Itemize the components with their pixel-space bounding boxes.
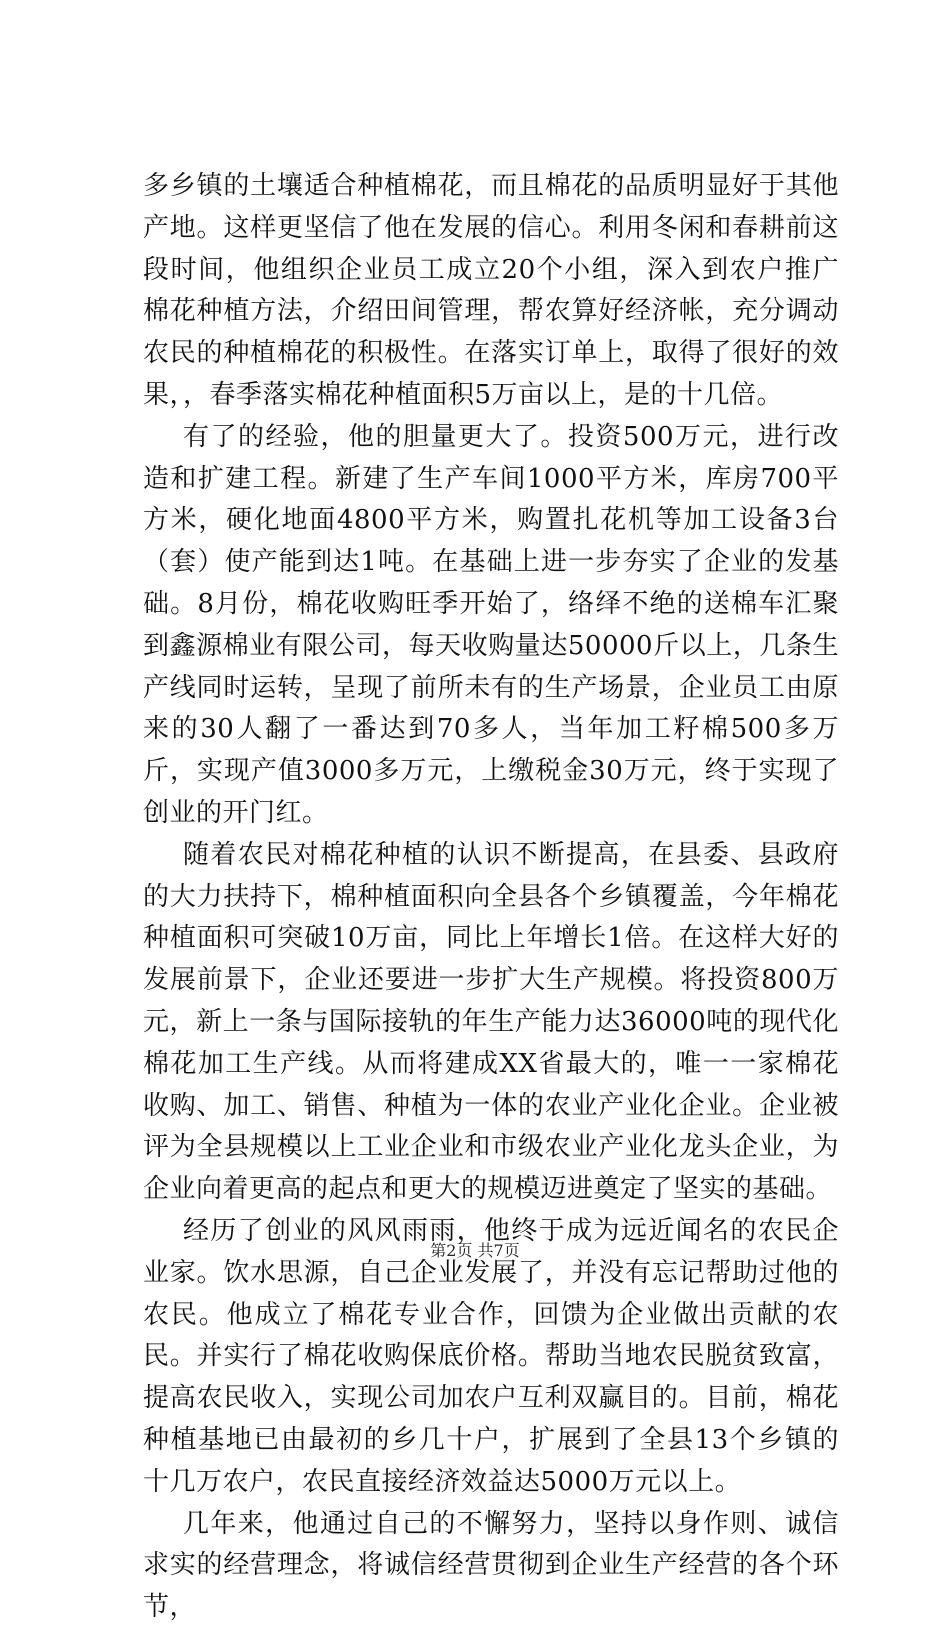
paragraph-1: 多乡镇的土壤适合种植棉花，而且棉花的品质明显好于其他产地。这样更坚信了他在发展的信心。利用冬闲和春耕前这段时间，他组织企业员工成立20个小组，深入到农户推广棉花种植方法，介绍田间管理，帮农算好经济帐，充分调动农民的种植棉花的积极性。在落实订单上，取得了很好的效果，，春季落实棉花种植面积5万亩以上，是的十几倍。 [143, 171, 839, 410]
paragraph-5: 几年来，他通过自己的不懈努力，坚持以身作则、诚信求实的经营理念，将诚信经营贯彻到企业生产经营的各个环节， [143, 1508, 839, 1623]
paragraph-3: 随着农民对棉花种植的认识不断提高，在县委、县政府的大力扶持下，棉种植面积向全县各个乡镇覆盖，今年棉花种植面积可突破10万亩，同比上年增长1倍。在这样大好的发展前景下，企业还要进一步扩大生产规模。将投资800万元，新上一条与国际接轨的年生产能力达36000吨的现代化棉花加工生产线。从而将建成XX省最大的，唯一一家棉花收购、加工、销售、种植为一体的农业产业化企业。企业被评为全县规模以上工业企业和市级农业产业化龙头企业，为企业向着更高的起点和更大的规模迈进奠定了坚实的基础。 [143, 839, 839, 1205]
page-number-footer: 第2页 共7页 [430, 1241, 520, 1260]
paragraph-4: 经历了创业的风风雨雨，他终于成为远近闻名的农民企业家。饮水思源，自己企业发展了，并没有忘记帮助过他的农民。他成立了棉花专业合作，回馈为企业做出贡献的农民。并实行了棉花收购保底价格。帮助当地农民脱贫致富，提高农民收入，实现公司加农户互利双赢目的。目前，棉花种植基地已由最初的乡几十户，扩展到了全县13个乡镇的十几万农户，农民直接经济效益达5000万元以上。 [143, 1215, 839, 1497]
paragraph-2: 有了的经验，他的胆量更大了。投资500万元，进行改造和扩建工程。新建了生产车间1000平方米，库房700平方米，硬化地面4800平方米，购置扎花机等加工设备3台（套）使产能到达1吨。在基础上进一步夯实了企业的发基础。8月份，棉花收购旺季开始了，络绎不绝的送棉车汇聚到鑫源棉业有限公司，每天收购量达50000斤以上，几条生产线同时运转，呈现了前所未有的生产场景，企业员工由原来的30人翻了一番达到70多人，当年加工籽棉500多万斤，实现产值3000多万元，上缴税金30万元，终于实现了创业的开门红。 [143, 421, 839, 828]
document-body [143, 166, 839, 1629]
